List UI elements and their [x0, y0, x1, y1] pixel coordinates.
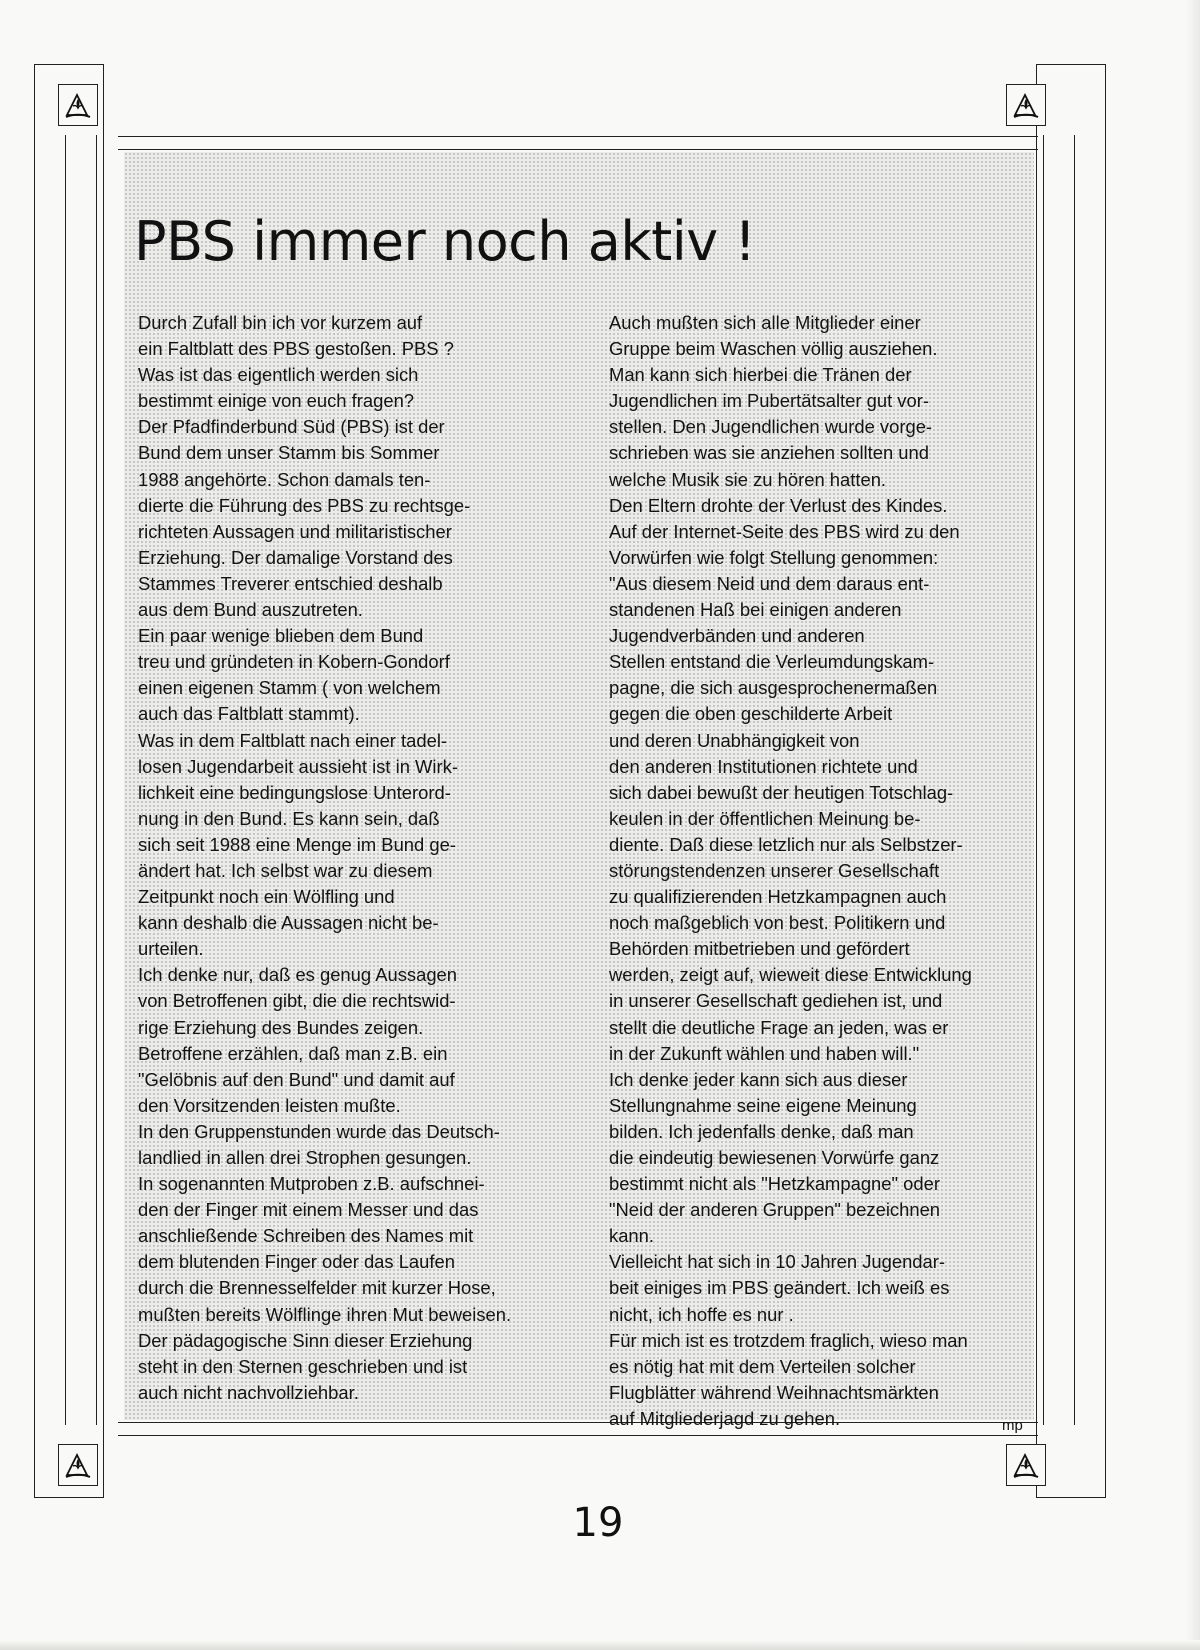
- article-text-line: Der pädagogische Sinn dieser Erziehung: [138, 1329, 473, 1351]
- article-text-line: dem blutenden Finger oder das Laufen: [138, 1251, 455, 1273]
- article-text-line: Bund dem unser Stamm bis Sommer: [138, 442, 440, 464]
- article-text-line: den Vorsitzenden leisten mußte.: [138, 1094, 401, 1116]
- article-text-line: auf Mitgliederjagd zu gehen.: [609, 1407, 841, 1429]
- article-text-line: störungstendenzen unserer Gesellschaft: [609, 859, 940, 881]
- article-text-line: Erziehung. Der damalige Vorstand des: [138, 546, 453, 568]
- article-text-line: richteten Aussagen und militaristischer: [138, 520, 452, 542]
- article-panel: [124, 152, 1034, 1434]
- article-left-column: [138, 310, 578, 1406]
- article-text-line: treu und gründeten in Kobern-Gondorf: [138, 651, 450, 673]
- left-frame-strip: [34, 64, 104, 1498]
- article-text-line: urteilen.: [138, 938, 204, 960]
- article-text-line: dierte die Führung des PBS zu rechtsge-: [138, 494, 471, 516]
- top-frame-rule: [118, 136, 1038, 150]
- article-text-line: bestimmt nicht als "Hetzkampagne" oder: [609, 1173, 940, 1195]
- article-text-line: Stellen entstand die Verleumdungskam-: [609, 651, 935, 673]
- article-text-line: beit einiges im PBS geändert. Ich weiß es: [609, 1277, 950, 1299]
- scout-logo-icon-graphic: [63, 1449, 93, 1481]
- article-text-line: Behörden mitbetrieben und gefördert: [609, 938, 910, 960]
- article-text-line: einen eigenen Stamm ( von welchem: [138, 677, 441, 699]
- article-text-line: gegen die oben geschilderte Arbeit: [609, 703, 893, 725]
- article-text-line: Betroffene erzählen, daß man z.B. ein: [138, 1042, 448, 1064]
- article-text-line: Was in dem Faltblatt nach einer tadel-: [138, 729, 448, 751]
- article-text-line: Vielleicht hat sich in 10 Jahren Jugendar-: [609, 1251, 946, 1273]
- article-text-line: kann.: [609, 1225, 654, 1247]
- article-text-line: die eindeutig bewiesenen Vorwürfe ganz: [609, 1147, 940, 1168]
- article-text-line: Für mich ist es trotzdem fraglich, wieso man: [609, 1329, 968, 1351]
- article-text-line: standenen Haß bei einigen anderen: [609, 599, 902, 621]
- article-text-line: lichkeit eine bedingungslose Unterord-: [138, 781, 451, 803]
- article-text-line: Was ist das eigentlich werden sich: [138, 364, 419, 386]
- article-text-line: Gruppe beim Waschen völlig ausziehen.: [609, 338, 938, 360]
- article-text-line: "Neid der anderen Gruppen" bezeichnen: [609, 1199, 941, 1221]
- scout-logo-icon: [58, 1444, 98, 1486]
- scout-logo-icon-graphic: [1011, 89, 1041, 121]
- article-text-line: aus dem Bund auszutreten.: [138, 599, 363, 621]
- article-text-line: steht in den Sternen geschrieben und ist: [138, 1355, 468, 1377]
- article-text-line: Jugendlichen im Pubertätsalter gut vor-: [609, 390, 929, 412]
- article-text-line: bilden. Ich jedenfalls denke, daß man: [609, 1120, 914, 1142]
- article-text-line: Stammes Treverer entschied deshalb: [138, 572, 443, 594]
- article-text-line: Den Eltern drohte der Verlust des Kindes.: [609, 494, 948, 516]
- article-text-line: 1988 angehörte. Schon damals ten-: [138, 468, 431, 490]
- article-text-line: sich seit 1988 eine Menge im Bund ge-: [138, 833, 456, 855]
- article-text-line: Man kann sich hierbei die Tränen der: [609, 364, 912, 386]
- article-text-line: Jugendverbänden und anderen: [609, 625, 865, 647]
- article-text-line: den der Finger mit einem Messer und das: [138, 1199, 479, 1221]
- article-text-line: "Gelöbnis auf den Bund" und damit auf: [138, 1068, 455, 1090]
- article-text-line: In den Gruppenstunden wurde das Deutsch-: [138, 1120, 500, 1142]
- scout-logo-icon: [1006, 84, 1046, 126]
- article-text-line: Ein paar wenige blieben dem Bund: [138, 625, 424, 647]
- article-text-line: von Betroffenen gibt, die die rechtswid-: [138, 990, 456, 1012]
- author-signature: mp: [1002, 1417, 1023, 1434]
- article-text-line: anschließende Schreiben des Names mit: [138, 1225, 474, 1247]
- article-text-line: pagne, die sich ausgesprochenermaßen: [609, 677, 938, 699]
- article-text-line: mußten bereits Wölflinge ihren Mut beweisen.: [138, 1303, 512, 1325]
- article-text-line: Stellungnahme seine eigene Meinung: [609, 1094, 917, 1116]
- article-right-column: [609, 310, 1024, 1432]
- article-text-line: nung in den Bund. Es kann sein, daß: [138, 807, 440, 829]
- article-text-line: es nötig hat mit dem Verteilen solcher: [609, 1355, 916, 1377]
- article-text-line: bestimmt einige von euch fragen?: [138, 390, 415, 412]
- scout-logo-icon-graphic: [1011, 1449, 1041, 1481]
- article-text-line: keulen in der öffentlichen Meinung be-: [609, 807, 921, 829]
- scout-logo-icon: [58, 84, 98, 126]
- right-frame-inner-strip: [1043, 135, 1075, 1425]
- article-text-line: ein Faltblatt des PBS gestoßen. PBS ?: [138, 338, 454, 360]
- article-text-line: kann deshalb die Aussagen nicht be-: [138, 912, 439, 934]
- article-text-line: stellen. Den Jugendlichen wurde vorge-: [609, 416, 933, 438]
- article-text-line: ändert hat. Ich selbst war zu diesem: [138, 859, 433, 881]
- article-text-line: den anderen Institutionen richtete und: [609, 755, 918, 777]
- article-text-line: diente. Daß diese letzlich nur als Selbstzer-: [609, 833, 963, 855]
- article-text-line: noch maßgeblich von best. Politikern und: [609, 912, 946, 934]
- article-text-line: stellt die deutliche Frage an jeden, was er: [609, 1016, 949, 1038]
- scan-edge-shadow: [1186, 0, 1200, 1650]
- article-text-line: In sogenannten Mutproben z.B. aufschnei-: [138, 1173, 485, 1195]
- article-text-line: Auch mußten sich alle Mitglieder einer: [609, 312, 921, 333]
- page-number: 19: [572, 1500, 624, 1546]
- article-text-line: losen Jugendarbeit aussieht ist in Wirk-: [138, 755, 458, 777]
- article-text-line: sich dabei bewußt der heutigen Totschlag-: [609, 781, 954, 803]
- article-text-line: Vorwürfen wie folgt Stellung genommen:: [609, 546, 939, 568]
- left-frame-inner-strip: [65, 135, 97, 1425]
- article-text-line: in der Zukunft wählen und haben will.": [609, 1042, 920, 1064]
- article-text-line: werden, zeigt auf, wieweit diese Entwicklung: [609, 964, 972, 986]
- article-text-line: Zeitpunkt noch ein Wölfling und: [138, 886, 395, 908]
- right-frame-strip: [1036, 64, 1106, 1498]
- scan-edge-shadow-bottom: [0, 1640, 1200, 1650]
- article-text-line: Flugblätter während Weihnachtsmärkten: [609, 1381, 939, 1403]
- article-text-line: zu qualifizierenden Hetzkampagnen auch: [609, 886, 947, 908]
- article-text-line: welche Musik sie zu hören hatten.: [609, 468, 887, 490]
- article-text-line: Auf der Internet-Seite des PBS wird zu den: [609, 520, 960, 542]
- article-text-line: "Aus diesem Neid und dem daraus ent-: [609, 572, 930, 594]
- article-text-line: Der Pfadfinderbund Süd (PBS) ist der: [138, 416, 445, 438]
- scout-logo-icon: [1006, 1444, 1046, 1486]
- article-text-line: in unserer Gesellschaft gediehen ist, und: [609, 990, 943, 1012]
- article-text-line: landlied in allen drei Strophen gesungen.: [138, 1147, 472, 1168]
- article-text-line: nicht, ich hoffe es nur .: [609, 1303, 794, 1325]
- article-title: PBS immer noch aktiv !: [134, 210, 756, 273]
- article-text-line: und deren Unabhängigkeit von: [609, 729, 860, 751]
- article-text-line: Durch Zufall bin ich vor kurzem auf: [138, 312, 423, 333]
- article-text-line: rige Erziehung des Bundes zeigen.: [138, 1016, 424, 1038]
- article-text-line: auch das Faltblatt stammt).: [138, 703, 360, 725]
- article-text-line: schrieben was sie anziehen sollten und: [609, 442, 929, 464]
- scout-logo-icon-graphic: [63, 89, 93, 121]
- article-text-line: Ich denke nur, daß es genug Aussagen: [138, 964, 458, 986]
- article-text-line: Ich denke jeder kann sich aus dieser: [609, 1068, 908, 1090]
- article-text-line: durch die Brennesselfelder mit kurzer Hose,: [138, 1277, 496, 1299]
- article-text-line: auch nicht nachvollziehbar.: [138, 1381, 359, 1403]
